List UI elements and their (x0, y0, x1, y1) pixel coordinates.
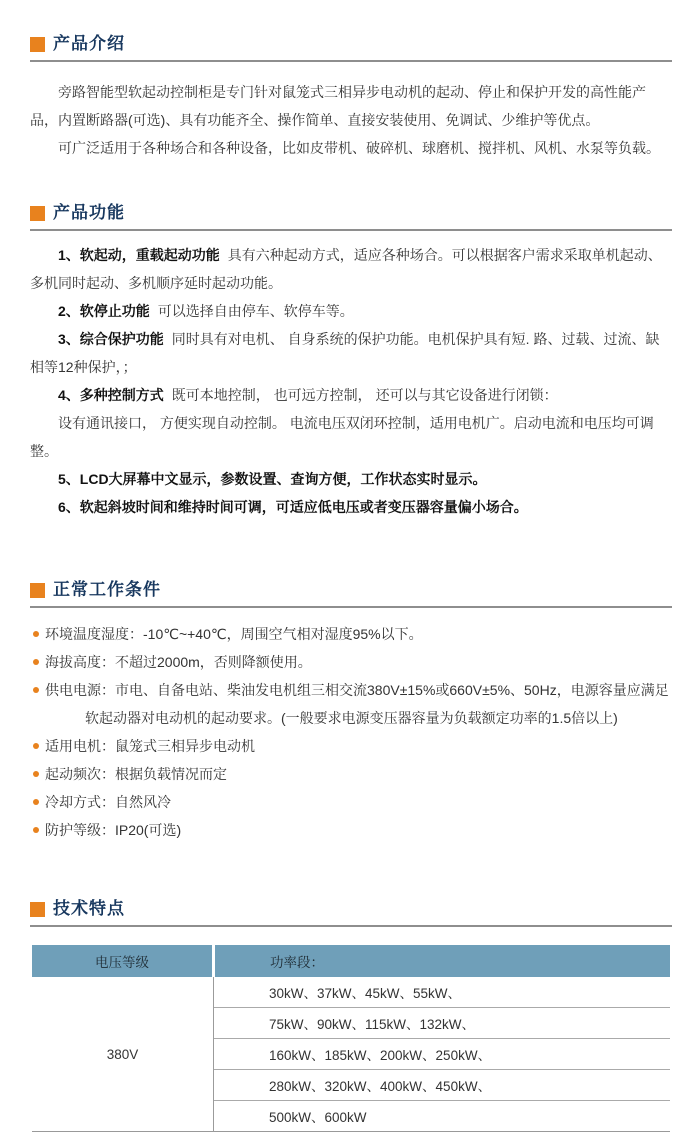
condition-text: 环境温度湿度：-10℃~+40℃，周围空气相对湿度95%以下。 (45, 626, 423, 642)
power-cell: 30kW、37kW、45kW、55kW、 (214, 977, 671, 1008)
function-item (30, 381, 672, 409)
function-item-label: 3、综合保护功能 (58, 331, 164, 347)
bullet-icon (33, 799, 39, 805)
section-header (30, 202, 672, 224)
function-item (30, 241, 672, 297)
section-divider (30, 229, 672, 231)
function-item (30, 409, 672, 465)
section-title: 产品功能 (53, 203, 125, 222)
function-item (30, 493, 672, 521)
condition-text: 海拔高度：不超过2000m，否则降额使用。 (45, 654, 312, 670)
function-item (30, 297, 672, 325)
bullet-icon (33, 659, 39, 665)
function-item-label: 4、多种控制方式 (58, 387, 164, 403)
condition-text: 冷却方式：自然风冷 (45, 794, 171, 810)
power-table (32, 945, 670, 1132)
condition-text: 供电电源：市电、自备电站、柴油发电机组三相交流380V±15%或660V±5%、50Hz，电源容量应满足软起动器对电动机的起动要求。(一般要求电源变压器容量为负载额定功率的1.5倍以上) (45, 682, 669, 726)
function-item-text: 设有通讯接口， 方便实现自动控制。 电流电压双闭环控制，适用电机广。启动电流和电压均可调整。 (30, 415, 654, 459)
function-item-text: 具有六种起动方式，适应各种场合。可以根据客户需求采取单机起动、多机同时起动、多机顺序延时起动功能。 (30, 247, 662, 291)
section-marker-icon (30, 583, 45, 598)
condition-item (30, 620, 672, 648)
condition-item (30, 816, 672, 844)
function-item-label: 2、软停止功能 (58, 303, 150, 319)
section-divider (30, 60, 672, 62)
bullet-icon (33, 631, 39, 637)
power-cell: 500kW、600kW (269, 1110, 367, 1125)
power-cell: 280kW、320kW、400kW、450kW、 (214, 1070, 671, 1101)
section-divider (30, 925, 672, 927)
function-item-text: 同时具有对电机、 自身系统的保护功能。电机保护具有短. 路、过载、过流、缺相等12种保护，； (30, 331, 660, 375)
function-item (30, 465, 672, 493)
bullet-icon (33, 687, 39, 693)
section-features (30, 898, 672, 1132)
condition-text: 适用电机：鼠笼式三相异步电动机 (45, 738, 255, 754)
functions-list (30, 241, 672, 521)
condition-text: 防护等级：IP20(可选) (45, 822, 182, 838)
function-item-label: 5、LCD大屏幕中文显示，参数设置、查询方便，工作状态实时显示。 (58, 471, 487, 487)
bullet-icon (33, 771, 39, 777)
section-title: 正常工作条件 (53, 580, 161, 599)
section-title: 产品介绍 (53, 34, 125, 53)
section-divider (30, 606, 672, 608)
intro-text-block (30, 78, 672, 162)
condition-text: 起动频次：根据负载情况而定 (45, 766, 227, 782)
intro-paragraph: 可广泛适用于各种场合和各种设备，比如皮带机、破碎机、球磨机、搅拌机、风机、水泵等负载。 (58, 140, 660, 156)
voltage-cell: 380V (32, 977, 214, 1132)
power-column-header: 功率段： (214, 945, 671, 977)
section-intro (30, 33, 672, 162)
table-row (32, 977, 670, 1008)
section-header (30, 898, 672, 920)
power-cell: 75kW、90kW、115kW、132kW、 (214, 1008, 671, 1039)
intro-paragraph: 旁路智能型软起动控制柜是专门针对鼠笼式三相异步电动机的起动、停止和保护开发的高性能产品，内置断路器(可选)、具有功能齐全、操作简单、直接安装使用、免调试、少维护等优点。 (30, 84, 646, 128)
section-conditions (30, 579, 672, 844)
condition-item (30, 788, 672, 816)
table-header-row (32, 945, 670, 977)
section-marker-icon (30, 902, 45, 917)
condition-item (30, 648, 672, 676)
condition-item (30, 732, 672, 760)
function-item-label: 6、软起斜坡时间和维持时间可调，可适应低电压或者变压器容量偏小场合。 (58, 499, 528, 515)
power-cell: 160kW、185kW、200kW、250kW、 (214, 1039, 671, 1070)
section-header (30, 579, 672, 601)
conditions-list (30, 620, 672, 844)
section-marker-icon (30, 37, 45, 52)
function-item-label: 1、软起动，重载起动功能 (58, 247, 220, 263)
function-item-text: 可以选择自由停车、软停车等。 (157, 303, 354, 319)
function-item-text: 既可本地控制， 也可远方控制， 还可以与其它设备进行闭锁： (171, 387, 558, 403)
section-header (30, 33, 672, 55)
condition-item (30, 676, 672, 732)
condition-item (30, 760, 672, 788)
section-title: 技术特点 (53, 899, 125, 918)
voltage-column-header: 电压等级 (32, 945, 214, 977)
bullet-icon (33, 827, 39, 833)
function-item (30, 325, 672, 381)
section-functions (30, 202, 672, 521)
bullet-icon (33, 743, 39, 749)
section-marker-icon (30, 206, 45, 221)
